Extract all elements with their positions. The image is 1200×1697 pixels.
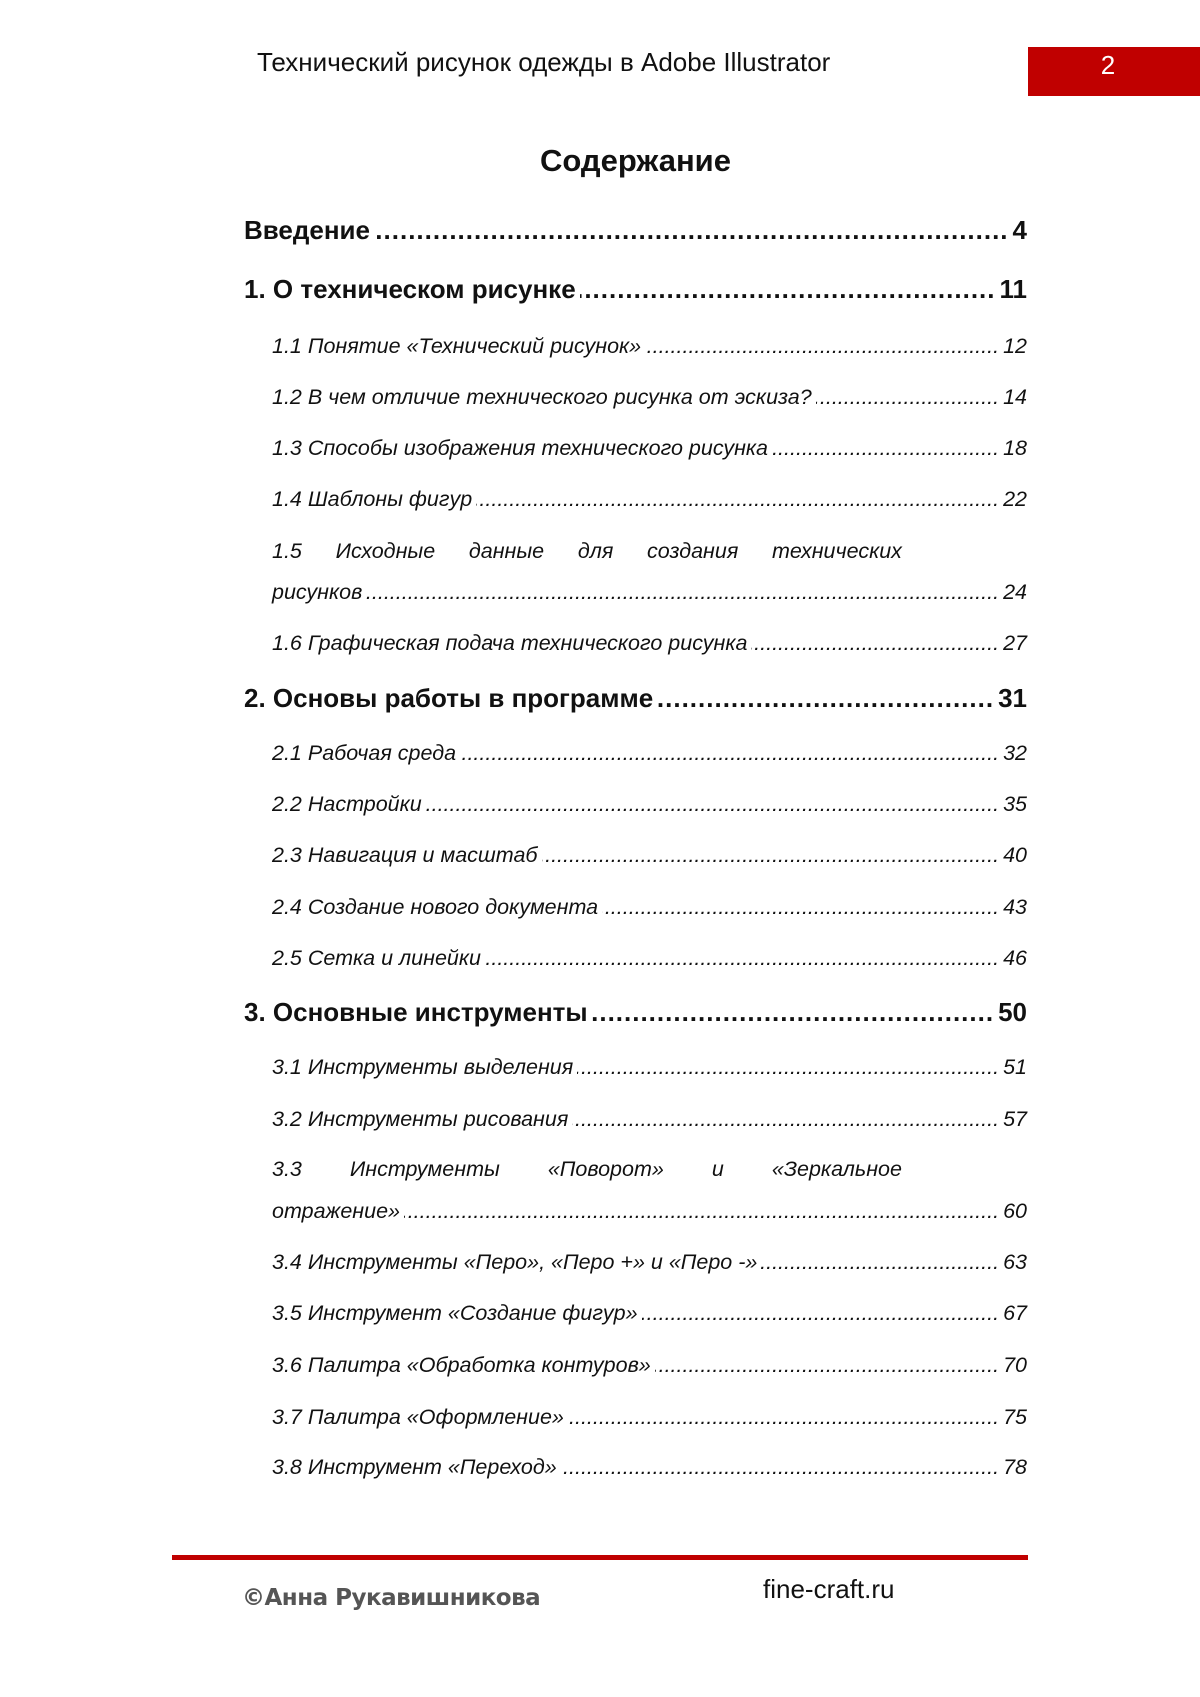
toc-dot-leader	[816, 384, 999, 410]
toc-entry-page-number: 27	[1003, 631, 1027, 655]
footer-copyright: ©Анна Рукавишникова	[242, 1585, 541, 1611]
toc-dot-leader	[655, 1352, 999, 1378]
toc-entry-label: 3.8 Инструмент «Переход»	[272, 1455, 557, 1479]
toc-section-entry[interactable]	[272, 1054, 1027, 1080]
toc-section-entry[interactable]	[272, 740, 1027, 766]
toc-entry-word: Исходные	[335, 539, 436, 563]
toc-entry-label: 3.2 Инструменты рисования	[272, 1107, 569, 1131]
running-header-title: Технический рисунок одежды в Adobe Illustrator	[257, 47, 831, 77]
toc-entry-page-number: 40	[1003, 843, 1027, 867]
toc-section-entry[interactable]	[272, 1300, 1027, 1326]
toc-entry-page-number: 18	[1003, 436, 1027, 460]
toc-entry-label: 3.1 Инструменты выделения	[272, 1055, 574, 1079]
toc-entry-page-number: 46	[1003, 946, 1027, 970]
toc-dot-leader	[577, 1054, 999, 1080]
toc-entry-wrapped-line[interactable]	[272, 538, 902, 564]
toc-entry-page-number: 24	[1003, 580, 1027, 604]
toc-entry-page-number: 12	[1003, 334, 1027, 358]
toc-dot-leader	[568, 1404, 999, 1430]
toc-dot-leader	[542, 842, 1000, 868]
toc-section-entry[interactable]	[272, 1106, 1027, 1132]
toc-dot-leader	[602, 894, 999, 920]
page-number-badge: 2	[1028, 47, 1200, 96]
toc-entry-word: 3.3	[272, 1157, 302, 1181]
toc-entry-label: 3.4 Инструменты «Перо», «Перо +» и «Перо -»	[272, 1250, 758, 1274]
toc-entry-word: и	[711, 1157, 724, 1181]
toc-dot-leader	[485, 945, 999, 971]
toc-entry-word: технических	[772, 539, 902, 563]
toc-entry-label: отражение»	[272, 1199, 400, 1223]
toc-heading: Содержание	[540, 143, 731, 178]
toc-section-entry[interactable]	[272, 791, 1027, 817]
toc-section-entry[interactable]	[272, 1198, 1027, 1224]
toc-section-entry[interactable]	[272, 384, 1027, 410]
toc-section-entry[interactable]	[272, 1249, 1027, 1275]
toc-dot-leader	[761, 1249, 999, 1275]
toc-section-entry[interactable]	[272, 1454, 1027, 1480]
toc-entry-page-number: 63	[1003, 1250, 1027, 1274]
toc-dot-leader	[572, 1106, 999, 1132]
toc-entry-page-number: 57	[1003, 1107, 1027, 1131]
toc-entry-page-number: 43	[1003, 895, 1027, 919]
toc-dot-leader	[404, 1198, 999, 1224]
toc-entry-label: 2.4 Создание нового документа	[272, 895, 599, 919]
toc-section-entry[interactable]	[272, 486, 1027, 512]
toc-entry-page-number: 14	[1003, 385, 1027, 409]
toc-entry-page-number: 51	[1003, 1055, 1027, 1079]
toc-entry-page-number: 78	[1003, 1455, 1027, 1479]
toc-section-entry[interactable]	[272, 630, 1027, 656]
toc-entry-label: 2.2 Настройки	[272, 792, 422, 816]
toc-section-entry[interactable]	[272, 842, 1027, 868]
toc-dot-leader	[645, 333, 999, 359]
toc-entry-page-number: 35	[1003, 792, 1027, 816]
toc-entry-page-number: 50	[998, 997, 1027, 1027]
toc-entry-word: «Поворот»	[547, 1157, 664, 1181]
toc-dot-leader	[642, 1300, 999, 1326]
toc-entry-word: «Зеркальное	[771, 1157, 902, 1181]
toc-dot-leader	[374, 215, 1009, 245]
toc-entry-word: данные	[468, 539, 545, 563]
toc-entry-page-number: 22	[1003, 487, 1027, 511]
toc-entry-label: 3. Основные инструменты	[244, 997, 588, 1027]
toc-section-entry[interactable]	[272, 894, 1027, 920]
toc-entry-page-number: 31	[998, 683, 1027, 713]
toc-entry-page-number: 60	[1003, 1199, 1027, 1223]
toc-section-entry[interactable]	[272, 579, 1027, 605]
footer-divider	[172, 1555, 1028, 1560]
toc-entry-word: для	[577, 539, 614, 563]
toc-section-entry[interactable]	[272, 333, 1027, 359]
toc-section-entry[interactable]	[272, 1404, 1027, 1430]
toc-entry-label: 1.6 Графическая подача технического рисунка	[272, 631, 748, 655]
toc-entry-label: 3.7 Палитра «Оформление»	[272, 1405, 564, 1429]
toc-entry-page-number: 11	[999, 274, 1027, 304]
toc-dot-leader	[772, 435, 999, 461]
toc-chapter-entry[interactable]	[244, 274, 1027, 304]
toc-dot-leader	[592, 997, 994, 1027]
toc-dot-leader	[460, 740, 999, 766]
toc-entry-label: 3.5 Инструмент «Создание фигур»	[272, 1301, 638, 1325]
toc-dot-leader	[366, 579, 999, 605]
toc-entry-word: создания	[647, 539, 739, 563]
toc-entry-label: 2.1 Рабочая среда	[272, 741, 457, 765]
footer-site-link[interactable]: fine-craft.ru	[763, 1574, 895, 1604]
toc-dot-leader	[580, 274, 996, 304]
toc-chapter-entry[interactable]	[244, 997, 1027, 1027]
toc-chapter-entry[interactable]	[244, 215, 1027, 245]
toc-entry-page-number: 70	[1003, 1353, 1027, 1377]
toc-entry-label: рисунков	[272, 580, 363, 604]
toc-entry-label: 1.2 В чем отличие технического рисунка от эскиза?	[272, 385, 812, 409]
toc-entry-label: 2. Основы работы в программе	[244, 683, 654, 713]
toc-entry-word: Инструменты	[349, 1157, 500, 1181]
toc-entry-page-number: 67	[1003, 1301, 1027, 1325]
toc-dot-leader	[476, 486, 999, 512]
toc-entry-label: 1.3 Способы изображения технического рисунка	[272, 436, 769, 460]
toc-entry-page-number: 32	[1003, 741, 1027, 765]
toc-entry-word: 1.5	[272, 539, 302, 563]
toc-entry-label: 2.5 Сетка и линейки	[272, 946, 481, 970]
toc-dot-leader	[657, 683, 994, 713]
toc-entry-label: 1. О техническом рисунке	[244, 274, 576, 304]
toc-entry-wrapped-line[interactable]	[272, 1156, 902, 1182]
toc-section-entry[interactable]	[272, 945, 1027, 971]
toc-entry-label: 2.3 Навигация и масштаб	[272, 843, 538, 867]
toc-entry-label: 1.1 Понятие «Технический рисунок»	[272, 334, 642, 358]
toc-entry-label: 1.4 Шаблоны фигур	[272, 487, 473, 511]
toc-chapter-entry[interactable]	[244, 683, 1027, 713]
toc-dot-leader	[426, 791, 999, 817]
toc-entry-label: Введение	[244, 215, 370, 245]
toc-dot-leader	[561, 1454, 999, 1480]
toc-section-entry[interactable]	[272, 1352, 1027, 1378]
toc-entry-label: 3.6 Палитра «Обработка контуров»	[272, 1353, 651, 1377]
toc-entry-page-number: 75	[1003, 1405, 1027, 1429]
toc-entry-page-number: 4	[1012, 215, 1027, 245]
toc-dot-leader	[751, 630, 999, 656]
toc-section-entry[interactable]	[272, 435, 1027, 461]
